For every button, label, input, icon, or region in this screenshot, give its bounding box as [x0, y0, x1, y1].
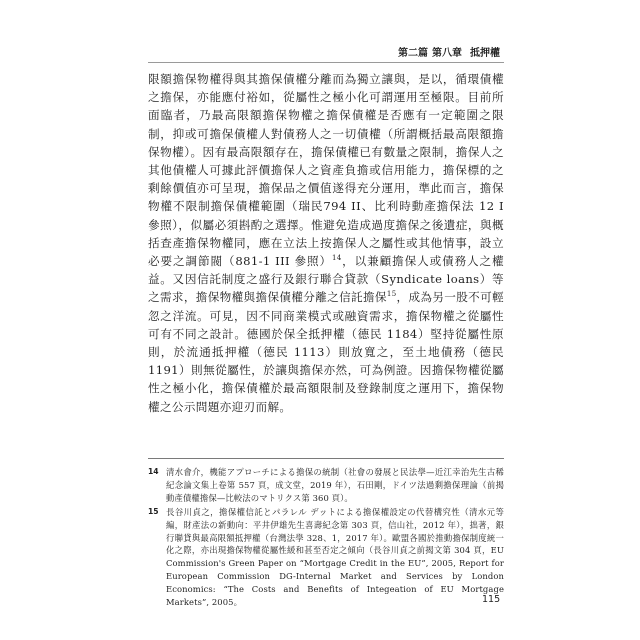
- header-topic: 抵押權: [470, 48, 500, 59]
- footnote-number: 15: [148, 507, 159, 516]
- body-text-part-2: ，以兼顧擔保人或債務人之權益。又因信託制度之盛行及銀行聯合貸款（Syndicate loans）等之需求，擔保物權與擔保債權分離之信託擔保: [148, 254, 504, 305]
- footnote-text: 清水會介，機能アプローチによる擔保の統制（社會の發展と民法學—近江幸治先生古稀紀念論文集上卷第 557 頁，成文堂，2019 年），石田剛，ドイツ法過剩擔保理論（前揭動產債權擔保—比較法のマトリクス第 360 頁）。: [166, 467, 504, 503]
- footnote-14: [148, 466, 504, 504]
- body-text-part-1: 限額擔保物權得與其擔保債權分離而為獨立讓與，是以，循環債權之擔保，亦能應付裕如，從屬性之極小化可謂運用至極限。目前所面臨者，乃最高限額擔保物權之擔保債權是否應有一定範圍之限制，抑或可擔保債權人對債務人之一切債權（所謂概括最高限額擔保物權）。因有最高限額存在，擔保債權已有數量之限制，擔保人之其他債權人可據此評價擔保人之資產負擔或信用能力，擔保標的之剩餘價值亦可呈現，擔保品之價值遂得充分運用，準此而言，擔保物權不限制擔保債權範圍（瑞民794 II、比利時動產擔保法 12 I 參照），似屬必須斟酌之選擇。惟避免造成過度擔保之後遺症，與概括查產擔保物權同，應在立法上按擔保人之屬性或其他情事，設立必要之調節閥（881-1 III 參照）: [148, 72, 504, 269]
- header-rule: [148, 62, 504, 63]
- footnote-15: [148, 506, 504, 608]
- header-part: 第二篇: [398, 48, 428, 59]
- body-text-part-3: ，成為另一股不可輕忽之洋流。可見，因不同商業模式或融資需求，擔保物權之從屬性可有不同之設計。德國於保全抵押權（德民 1184）堅持從屬性原則，於流通抵押權（德民 1113）則放寬之，至土地債務（德民 1191）則無從屬性，於讓與擔保亦然，可為例證。因擔保物權從屬性之極小化，擔保債權於最高額限制及登錄制度之運用下，擔保物權之公示問題亦迎刃而解。: [148, 290, 504, 414]
- body-paragraph: [148, 70, 504, 416]
- footnote-ref-14: 14: [332, 254, 342, 263]
- footnote-number: 14: [148, 467, 159, 476]
- running-header: [398, 44, 504, 59]
- footnote-ref-15: 15: [386, 290, 397, 299]
- page-number: 115: [482, 594, 501, 605]
- header-chapter: 第八章: [432, 48, 462, 59]
- footnote-rule: [148, 458, 504, 459]
- footnote-text: 長谷川貞之，擔保權信託とパラレル デットによる擔保權設定の代替構究性（清水元等編，財產法の新動向：平井伊雄先生喜壽紀念第 303 頁，信山社，2012 年），拙著，銀行聯貸與最高限額抵押權（台灣法學 328、1，2017 年）。歐盟各國於推動擔保制度統一化之際，亦出現擔保物權從屬性緩和甚至否定之傾向（長谷川貞之前揭文第 304 頁，EU Commission's Green Paper on “Mortgage Credit in the EU”, 2005, Report for European Commission DG-Internal Market and Services by London Economics: “The Costs and Benefits of Integeation of EU Mortgage Markets”, 2005。: [166, 507, 504, 607]
